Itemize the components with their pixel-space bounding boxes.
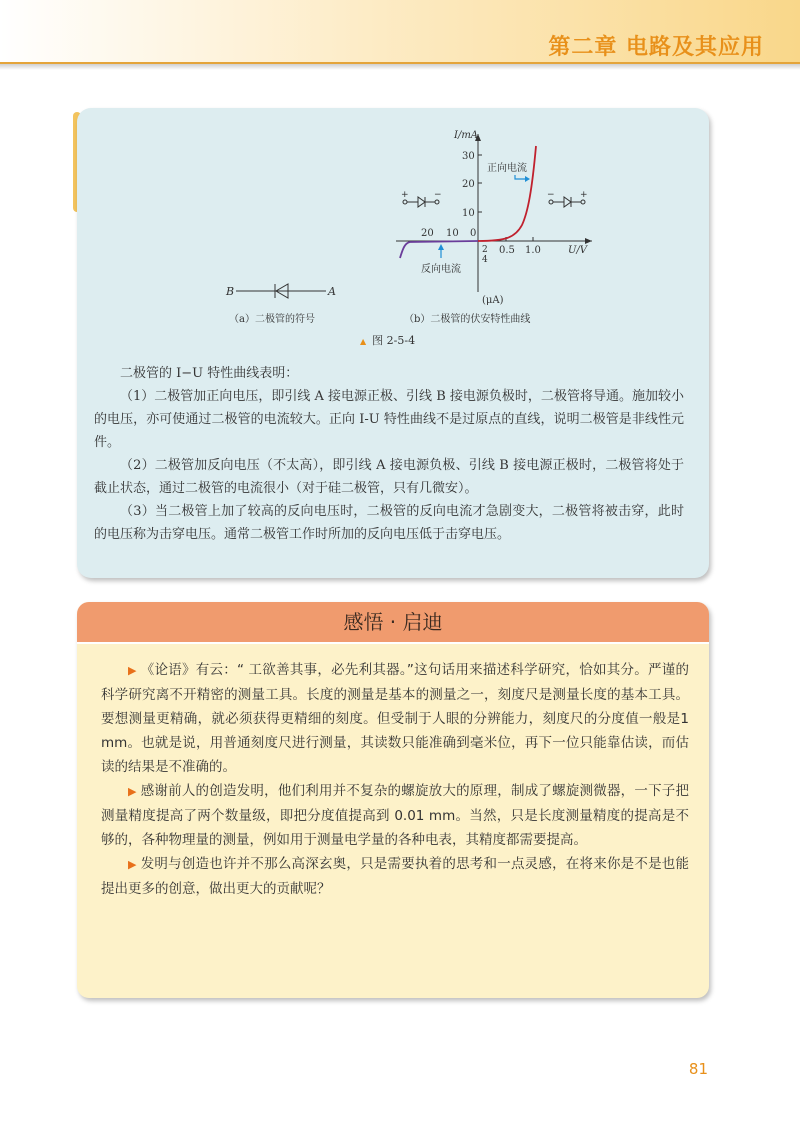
forward-current-label: 正向电流	[487, 163, 527, 174]
x-axis-label: U/V	[568, 245, 588, 256]
x-tick-0-5: 0.5	[499, 245, 515, 256]
forward-curve	[478, 146, 536, 241]
insight-paragraph-1: ▶ 《论语》有云：“ 工欲善其事，必先利其器。”这句话用来描述科学研究，恰如其分。严谨的科学研究离不开精密的测量工具。长度的测量是基本的测量之一，刻度尺是测量长度的基本工具。要想测量更精确，就必须获得更精细的刻度。但受制于人眼的分辨能力，刻度尺的分度值一般是1 mm。也就是说，用普通刻度尺进行测量，其读数只能准确到毫米位，再下一位只能靠估读，而估读的结果是不准确的。	[101, 662, 689, 775]
iu-chart	[396, 130, 592, 306]
forward-bias-diode	[401, 190, 442, 207]
x-tick-neg-10: 10	[446, 228, 459, 239]
panel-title: 感悟 · 启迪	[77, 602, 709, 644]
play-arrow-icon: ▶	[128, 785, 137, 798]
caption-a: （a）二极管的符号	[229, 314, 315, 325]
diode-explanation	[94, 362, 684, 546]
svg-text:−: −	[434, 190, 442, 200]
neg-y-tick-4: 4	[482, 255, 488, 265]
caption-b: （b）二极管的伏安特性曲线	[404, 314, 531, 325]
insight-paragraph-3: ▶ 发明与创造也许并不那么高深玄奥，只是需要执着的思考和一点灵感，在将来你是不是也能提出更多的创意，做出更大的贡献呢？	[101, 856, 690, 897]
x-tick-neg-20: 20	[421, 228, 434, 239]
label-a: A	[328, 285, 336, 298]
page-number: 81	[688, 1060, 708, 1078]
point-3: （3）当二极管上加了较高的反向电压时，二极管的反向电流才急剧变大，二极管将被击穿，此时的电压称为击穿电压。通常二极管工作时所加的反向电压低于击穿电压。	[94, 504, 684, 542]
x-tick-1-0: 1.0	[525, 245, 541, 256]
svg-text:−: −	[547, 190, 555, 200]
figure-title	[360, 332, 415, 348]
figure-number: 图 2-5-4	[372, 334, 416, 347]
insight-paragraph-2: ▶ 感谢前人的创造发明，他们利用并不复杂的螺旋放大的原理，制成了螺旋测微器，一下子把测量精度提高了两个数量级，即把分度值提高到 0.01 mm。当然，只是长度测量精度的提高是不够的，各种物理量的测量，例如用于测量电学量的各种电表，其精度都需要提高。	[101, 783, 690, 848]
label-b: B	[226, 285, 235, 298]
triangle-icon: ▲	[360, 337, 367, 346]
y-tick-10: 10	[462, 208, 475, 219]
reverse-current-label: 反向电流	[421, 264, 461, 275]
reverse-unit-label: (μA)	[482, 295, 504, 306]
diode-symbol	[225, 284, 336, 298]
reverse-bias-diode	[547, 190, 588, 207]
chapter-title: 第二章 电路及其应用	[548, 35, 764, 60]
y-tick-20: 20	[462, 179, 475, 190]
svg-text:+: +	[401, 190, 409, 200]
svg-text:+: +	[580, 190, 588, 200]
insight-panel	[77, 602, 709, 998]
y-tick-30: 30	[462, 151, 475, 162]
neg-y-tick-2: 2	[482, 245, 488, 255]
panel-body	[77, 644, 709, 901]
origin-label: 0	[470, 228, 477, 239]
intro-paragraph: 二极管的 I−U 特性曲线表明：	[120, 366, 299, 381]
play-arrow-icon: ▶	[128, 664, 137, 677]
y-axis-label: I/mA	[454, 130, 479, 141]
point-2: （2）二极管加反向电压（不太高），即引线 A 接电源负极、引线 B 接电源正极时，二极管将处于截止状态，通过二极管的电流很小（对于硅二极管，只有几微安）。	[94, 458, 684, 496]
play-arrow-icon: ▶	[128, 858, 137, 871]
point-1: （1）二极管加正向电压，即引线 A 接电源正极、引线 B 接电源负极时，二极管将导通。施加较小的电压，亦可使通过二极管的电流较大。正向 I-U 特性曲线不是过原点的直线，说明二极管是非线性元件。	[94, 389, 684, 450]
